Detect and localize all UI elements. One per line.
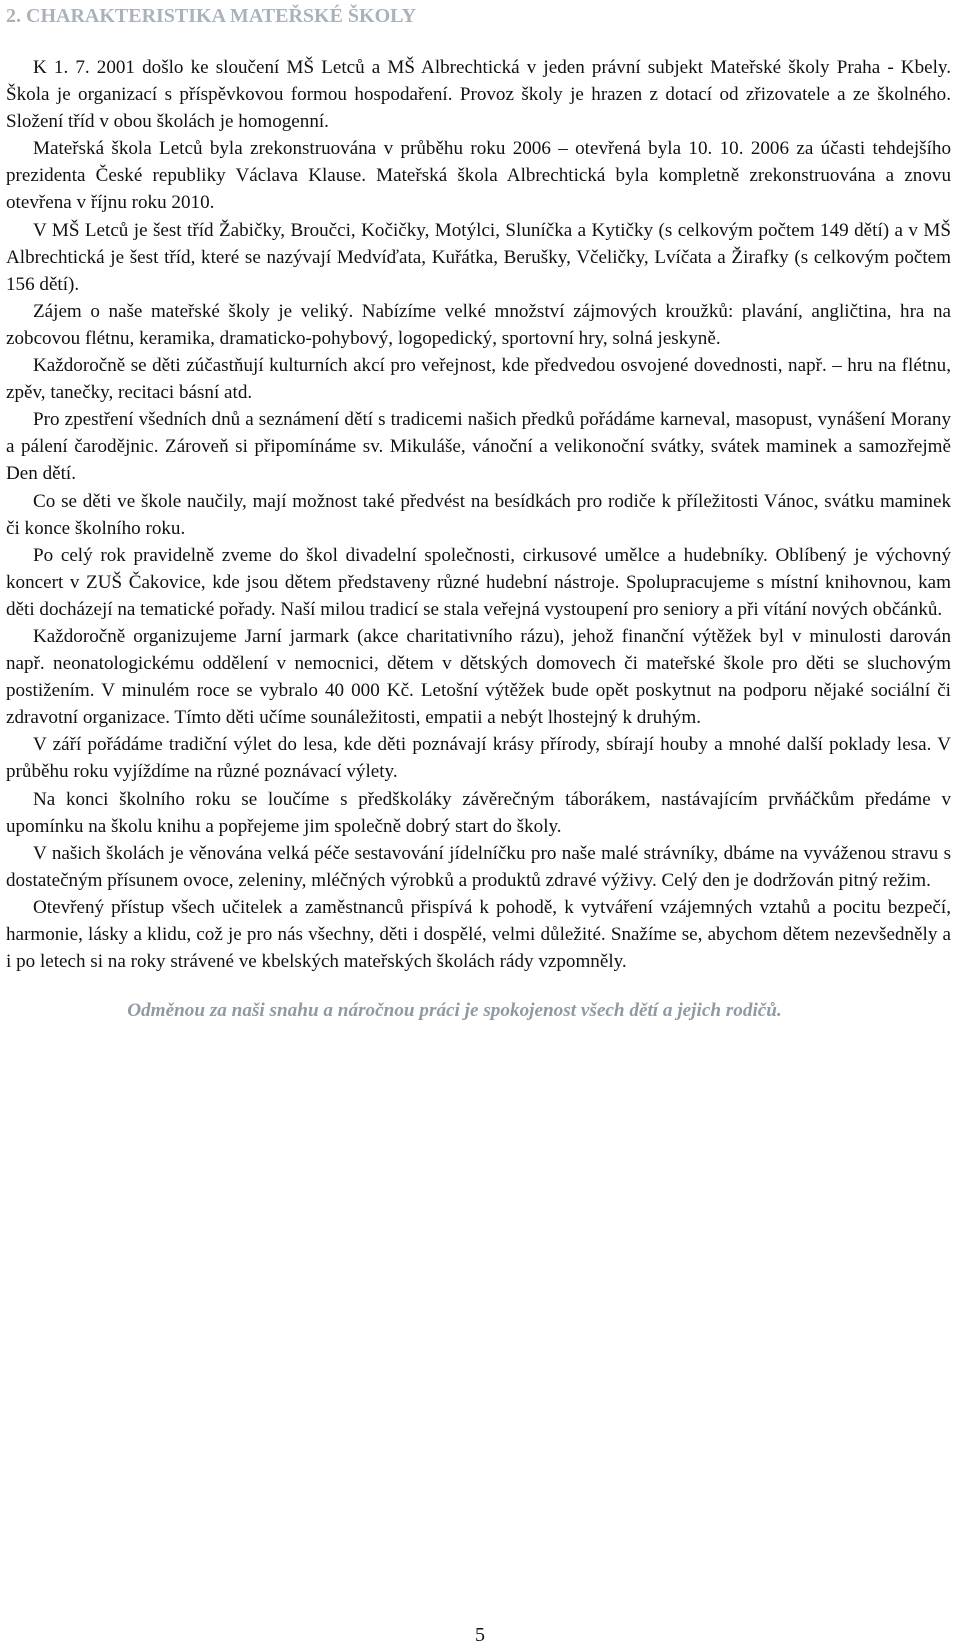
- paragraph: Zájem o naše mateřské školy je veliký. Nabízíme velké množství zájmových kroužků: plavání, angličtina, hra na zobcovou flétnu, keramika, dramaticko-pohybový, logopedický, sportovní hry, solná jeskyně.: [6, 300, 951, 349]
- paragraph: Každoročně organizujeme Jarní jarmark (akce charitativního rázu), jehož finanční výtěžek byl v minulosti darován např. neonatologickému oddělení v nemocnici, dětem v dětských domovech či mateřské škole pro děti se sluchovým postižením. V minulém roce se vybralo 40 000 Kč. Letošní výtěžek bude opět poskytnut na podporu nějaké sociální či zdravotní organizace. Tímto děti učíme sounáležitosti, empatii a nebýt lhostejný k druhým.: [6, 625, 951, 729]
- paragraph: Pro zpestření všedních dnů a seznámení dětí s tradicemi našich předků pořádáme karneval, masopust, vynášení Morany a pálení čarodějnic. Zároveň si připomínáme sv. Mikuláše, vánoční a velikonoční svátky, svátek maminek a samozřejmě Den dětí.: [6, 409, 951, 485]
- paragraph: Každoročně se děti zúčastňují kulturních akcí pro veřejnost, kde předvedou osvojené dovednosti, např. – hru na flétnu, zpěv, tanečky, recitaci básní atd.: [6, 355, 951, 404]
- paragraph: Po celý rok pravidelně zveme do škol divadelní společnosti, cirkusové umělce a hudebníky. Oblíbený je výchovný koncert v ZUŠ Čakovice, kde jsou dětem představeny různé hudební nástroje. Spolupracujeme s místní knihovnou, kam děti docházejí na tematické pořady. Naší milou tradicí se stala veřejná vystoupení pro seniory a při vítání nových občánků.: [6, 544, 951, 620]
- closing-statement: Odměnou za naši snahu a náročnou práci je spokojenost všech dětí a jejich rodičů.: [127, 1000, 782, 1022]
- paragraph: Co se děti ve škole naučily, mají možnost také předvést na besídkách pro rodiče k příležitosti Vánoc, svátku maminek či konce školního roku.: [6, 490, 951, 539]
- paragraph: Otevřený přístup všech učitelek a zaměstnanců přispívá k pohodě, k vytváření vzájemných vztahů a pocitu bezpečí, harmonie, lásky a klidu, což je pro nás všechny, děti i dospělé, velmi důležité. Snažíme se, abychom dětem nezevšedněly a i po letech si na roky strávené ve kbelských mateřských školách rády vzpomněly.: [6, 896, 951, 973]
- paragraph: Na konci školního roku se loučíme s předškoláky závěrečným táborákem, nastávajícím prvňáčkům předáme v upomínku na školu knihu a popřejeme jim společně dobrý start do školy.: [6, 788, 951, 837]
- body-text: [6, 54, 951, 975]
- page-number: 5: [475, 1624, 485, 1646]
- paragraph: Mateřská škola Letců byla zrekonstruována v průběhu roku 2006 – otevřená byla 10. 10. 2006 za účasti tehdejšího prezidenta České republiky Václava Klause. Mateřská škola Albrechtická byla kompletně zrekonstruována a znovu otevřena v říjnu roku 2010.: [6, 138, 951, 214]
- paragraph: K 1. 7. 2001 došlo ke sloučení MŠ Letců a MŠ Albrechtická v jeden právní subjekt Mateřské školy Praha - Kbely. Škola je organizací s příspěvkovou formou hospodaření. Provoz školy je hrazen z dotací od zřizovatele a ze školného. Složení tříd v obou školách je homogenní.: [6, 57, 951, 133]
- paragraph: V MŠ Letců je šest tříd Žabičky, Broučci, Kočičky, Motýlci, Sluníčka a Kytičky (s celkovým počtem 149 dětí) a v MŠ Albrechtická je šest tříd, které se nazývají Medvíďata, Kuřátka, Berušky, Včeličky, Lvíčata a Žirafky (s celkovým počtem 156 dětí).: [6, 219, 951, 295]
- document-page: [6, 0, 951, 1024]
- paragraph: V září pořádáme tradiční výlet do lesa, kde děti poznávají krásy přírody, sbírají houby a mnohé další poklady lesa. V průběhu roku vyjíždíme na různé poznávací výlety.: [6, 734, 951, 783]
- section-heading: 2. CHARAKTERISTIKA MATEŘSKÉ ŠKOLY: [6, 5, 417, 27]
- paragraph: V našich školách je věnována velká péče sestavování jídelníčku pro naše malé strávníky, dbáme na vyváženou stravu s dostatečným přísunem ovoce, zeleniny, mléčných výrobků a produktů zdravé výživy. Celý den je dodržován pitný režim.: [6, 842, 951, 891]
